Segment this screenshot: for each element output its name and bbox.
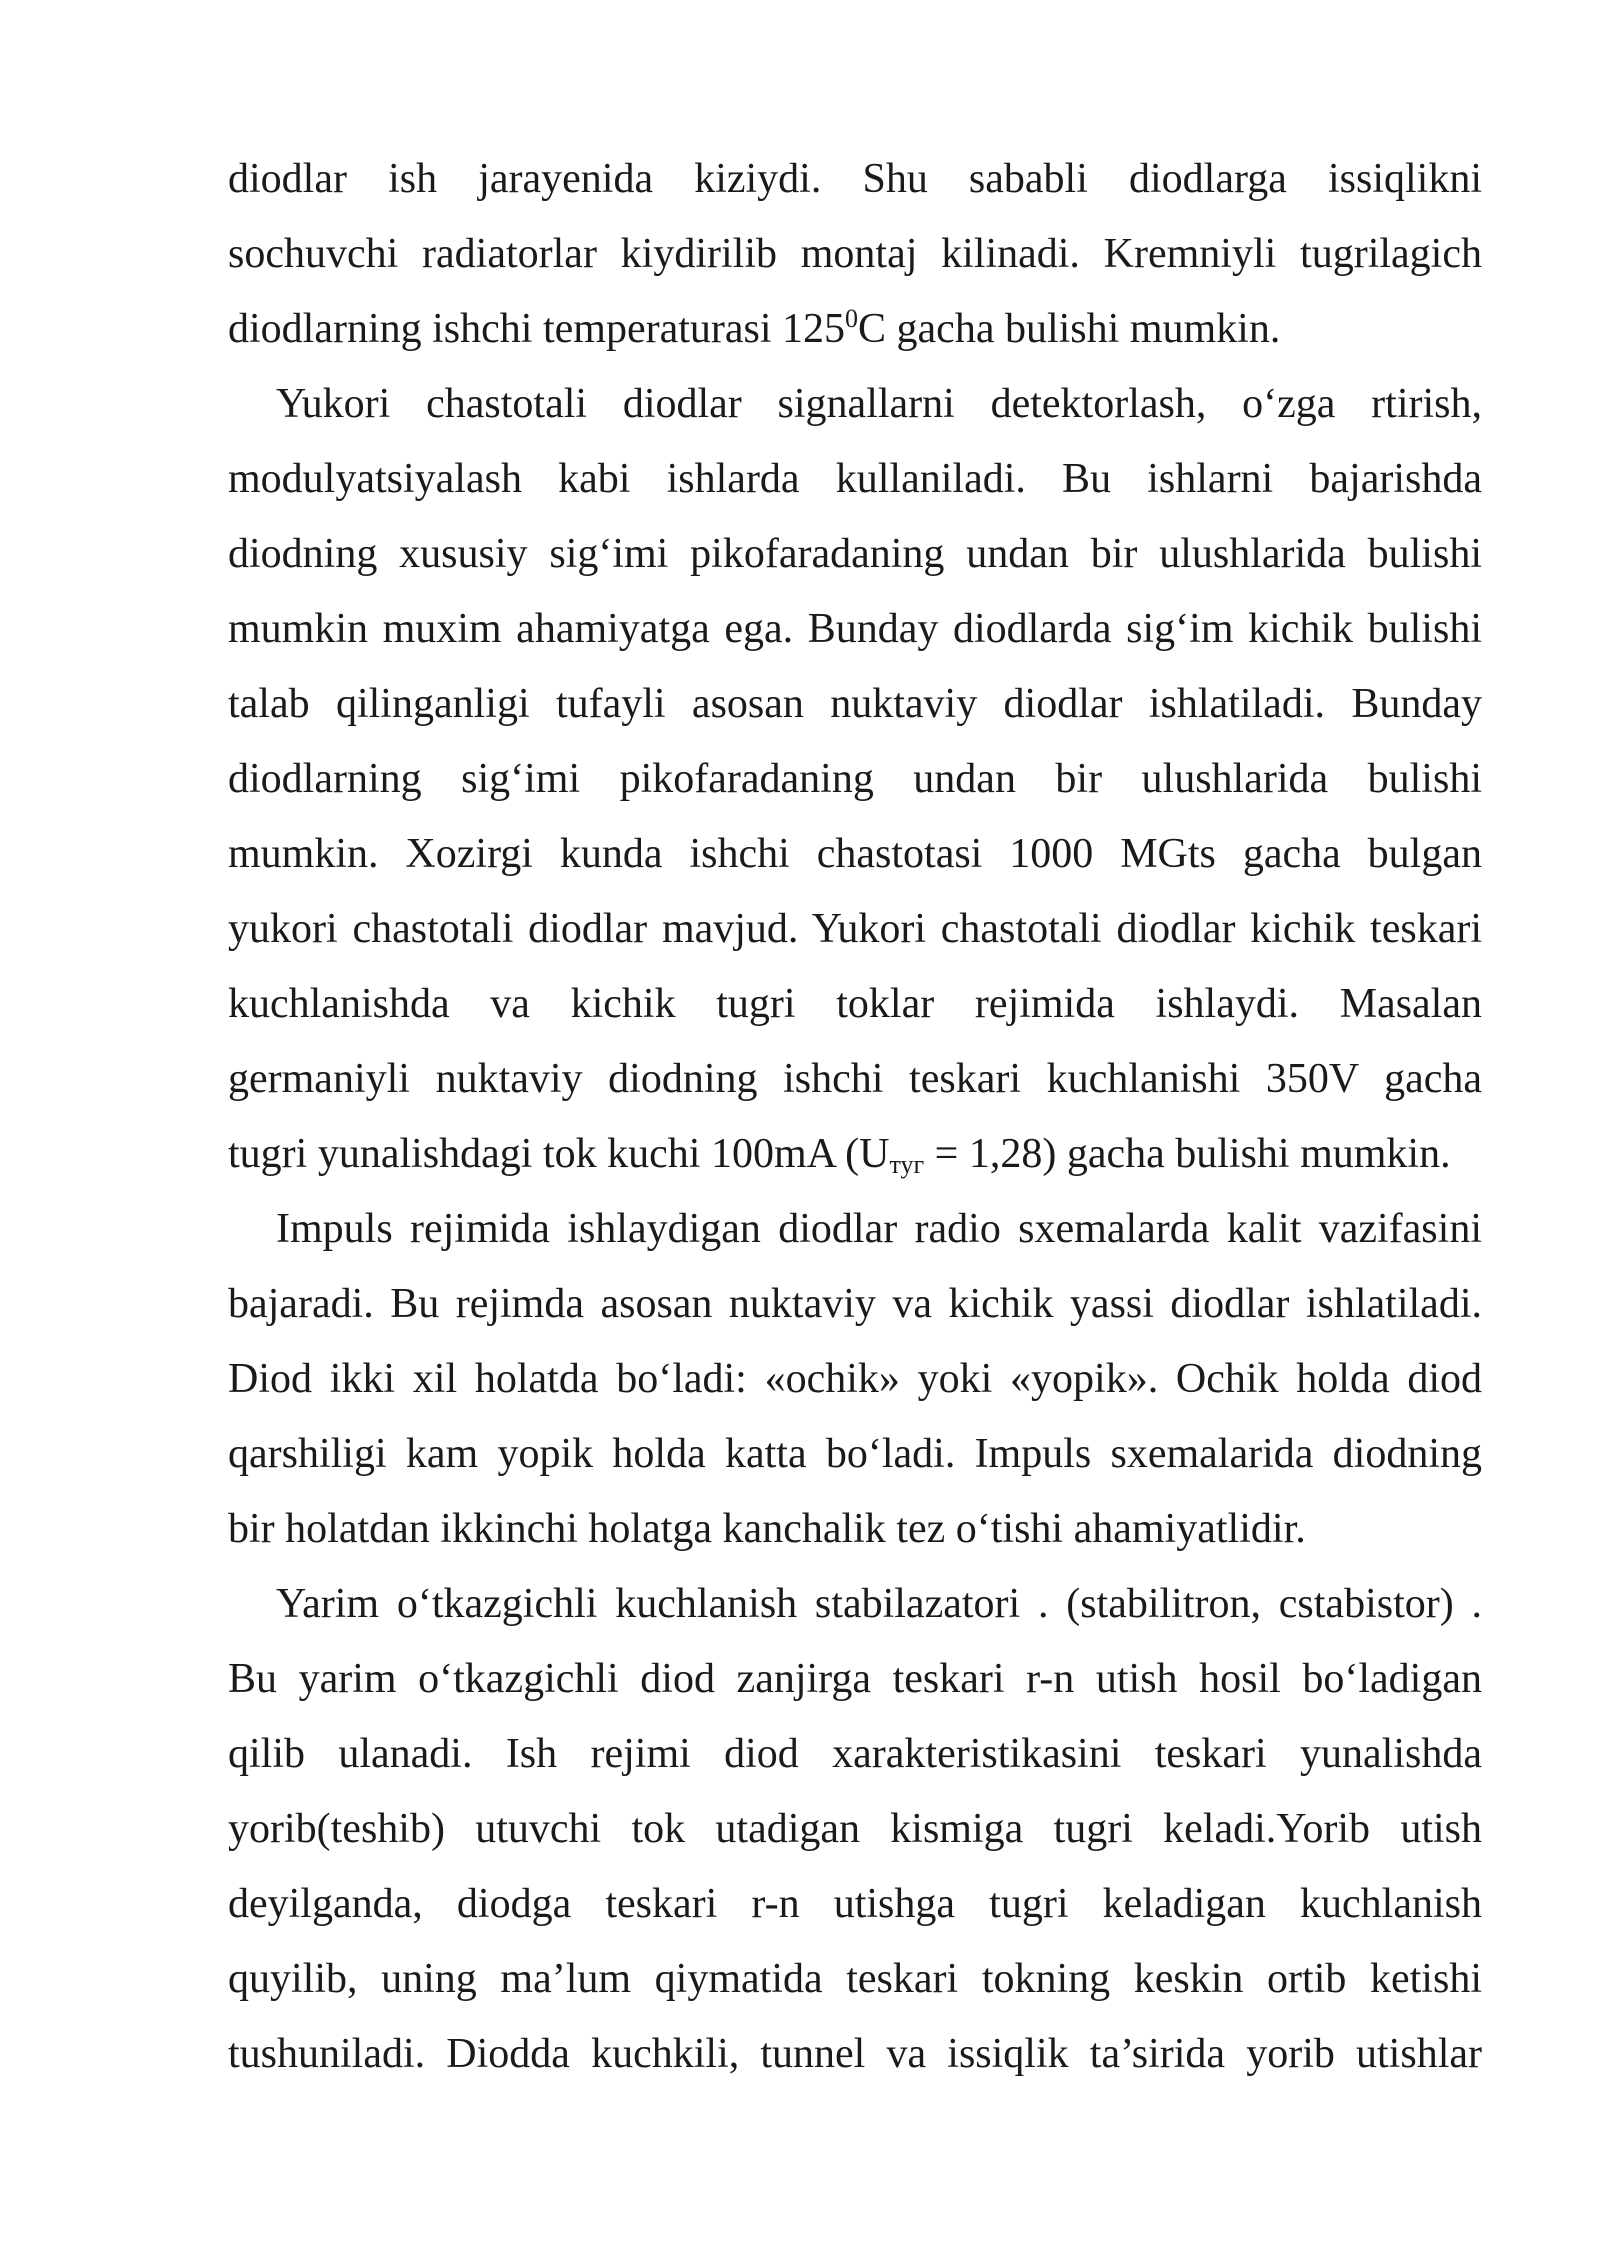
text-line: mumkin. Xozirgi kunda ishchi chastotasi 1000 MGts gacha bulgan [228, 831, 1482, 877]
text-run: = 1,28) gacha bulishi mumkin. [924, 1131, 1451, 1177]
text-line: Diod ikki xil holatda bo‘ladi: «ochik» yoki «yopik». Ochik holda diod [228, 1356, 1482, 1402]
text-line: diodlar ish jarayenida kiziydi. Shu sababli diodlarga issiqlikni [228, 156, 1482, 202]
paragraph [228, 1192, 1482, 1567]
paragraph [228, 142, 1482, 367]
text-line: quyilib, uning ma’lum qiymatida teskari tokning keskin ortib ketishi [228, 1956, 1482, 2002]
text-line: qilib ulanadi. Ish rejimi diod xarakteristikasini teskari yunalishda [228, 1731, 1482, 1777]
text-line: mumkin muxim ahamiyatga ega. Bunday diodlarda sig‘im kichik bulishi [228, 606, 1482, 652]
text-line: talab qilinganligi tufayli asosan nuktaviy diodlar ishlatiladi. Bunday [228, 681, 1482, 727]
text-line: qarshiligi kam yopik holda katta bo‘ladi. Impuls sxemalarida diodning [228, 1431, 1482, 1477]
text-line: Yukori chastotali diodlar signallarni detektorlash, o‘zga rtirish, [276, 381, 1482, 427]
document-page [228, 142, 1482, 2092]
text-line: bir holatdan ikkinchi holatga kanchalik tez o‘tishi ahamiyatlidir. [228, 1506, 1306, 1552]
superscript: 0 [845, 304, 859, 333]
text-line [228, 1117, 1482, 1192]
text-line: diodning xususiy sig‘imi pikofaradaning undan bir ulushlarida bulishi [228, 531, 1482, 577]
text-line: germaniyli nuktaviy diodning ishchi teskari kuchlanishi 350V gacha [228, 1056, 1482, 1102]
text-line: yukori chastotali diodlar mavjud. Yukori chastotali diodlar kichik teskari [228, 906, 1482, 952]
text-line: yorib(teshib) utuvchi tok utadigan kismiga tugri keladi.Yorib utish [228, 1806, 1482, 1852]
text-line: tushuniladi. Diodda kuchkili, tunnel va issiqlik ta’sirida yorib utishlar [228, 2031, 1482, 2077]
text-line: sochuvchi radiatorlar kiydirilib montaj kilinadi. Kremniyli tugrilagich [228, 231, 1482, 277]
text-line: kuchlanishda va kichik tugri toklar rejimida ishlaydi. Masalan [228, 981, 1482, 1027]
text-line: bajaradi. Bu rejimda asosan nuktaviy va kichik yassi diodlar ishlatiladi. [228, 1281, 1482, 1327]
text-line: deyilganda, diodga teskari r-n utishga tugri keladigan kuchlanish [228, 1881, 1482, 1927]
text-line [228, 292, 1482, 367]
text-run: diodlarning ishchi temperaturasi 125 [228, 306, 846, 352]
paragraph [228, 1567, 1482, 2092]
text-line: Yarim o‘tkazgichli kuchlanish stabilazatori . (stabilitron, cstabistor) . [276, 1581, 1482, 1627]
subscript: туг [889, 1150, 925, 1179]
text-line: diodlarning sig‘imi pikofaradaning undan bir ulushlarida bulishi [228, 756, 1482, 802]
text-run: C gacha bulishi mumkin. [858, 306, 1281, 352]
text-line: modulyatsiyalash kabi ishlarda kullaniladi. Bu ishlarni bajarishda [228, 456, 1482, 502]
paragraph [228, 367, 1482, 1192]
text-line: Bu yarim o‘tkazgichli diod zanjirga teskari r-n utish hosil bo‘ladigan [228, 1656, 1482, 1702]
text-line: Impuls rejimida ishlaydigan diodlar radio sxemalarda kalit vazifasini [276, 1206, 1482, 1252]
text-run: tugri yunalishdagi tok kuchi 100mA (U [228, 1131, 890, 1177]
